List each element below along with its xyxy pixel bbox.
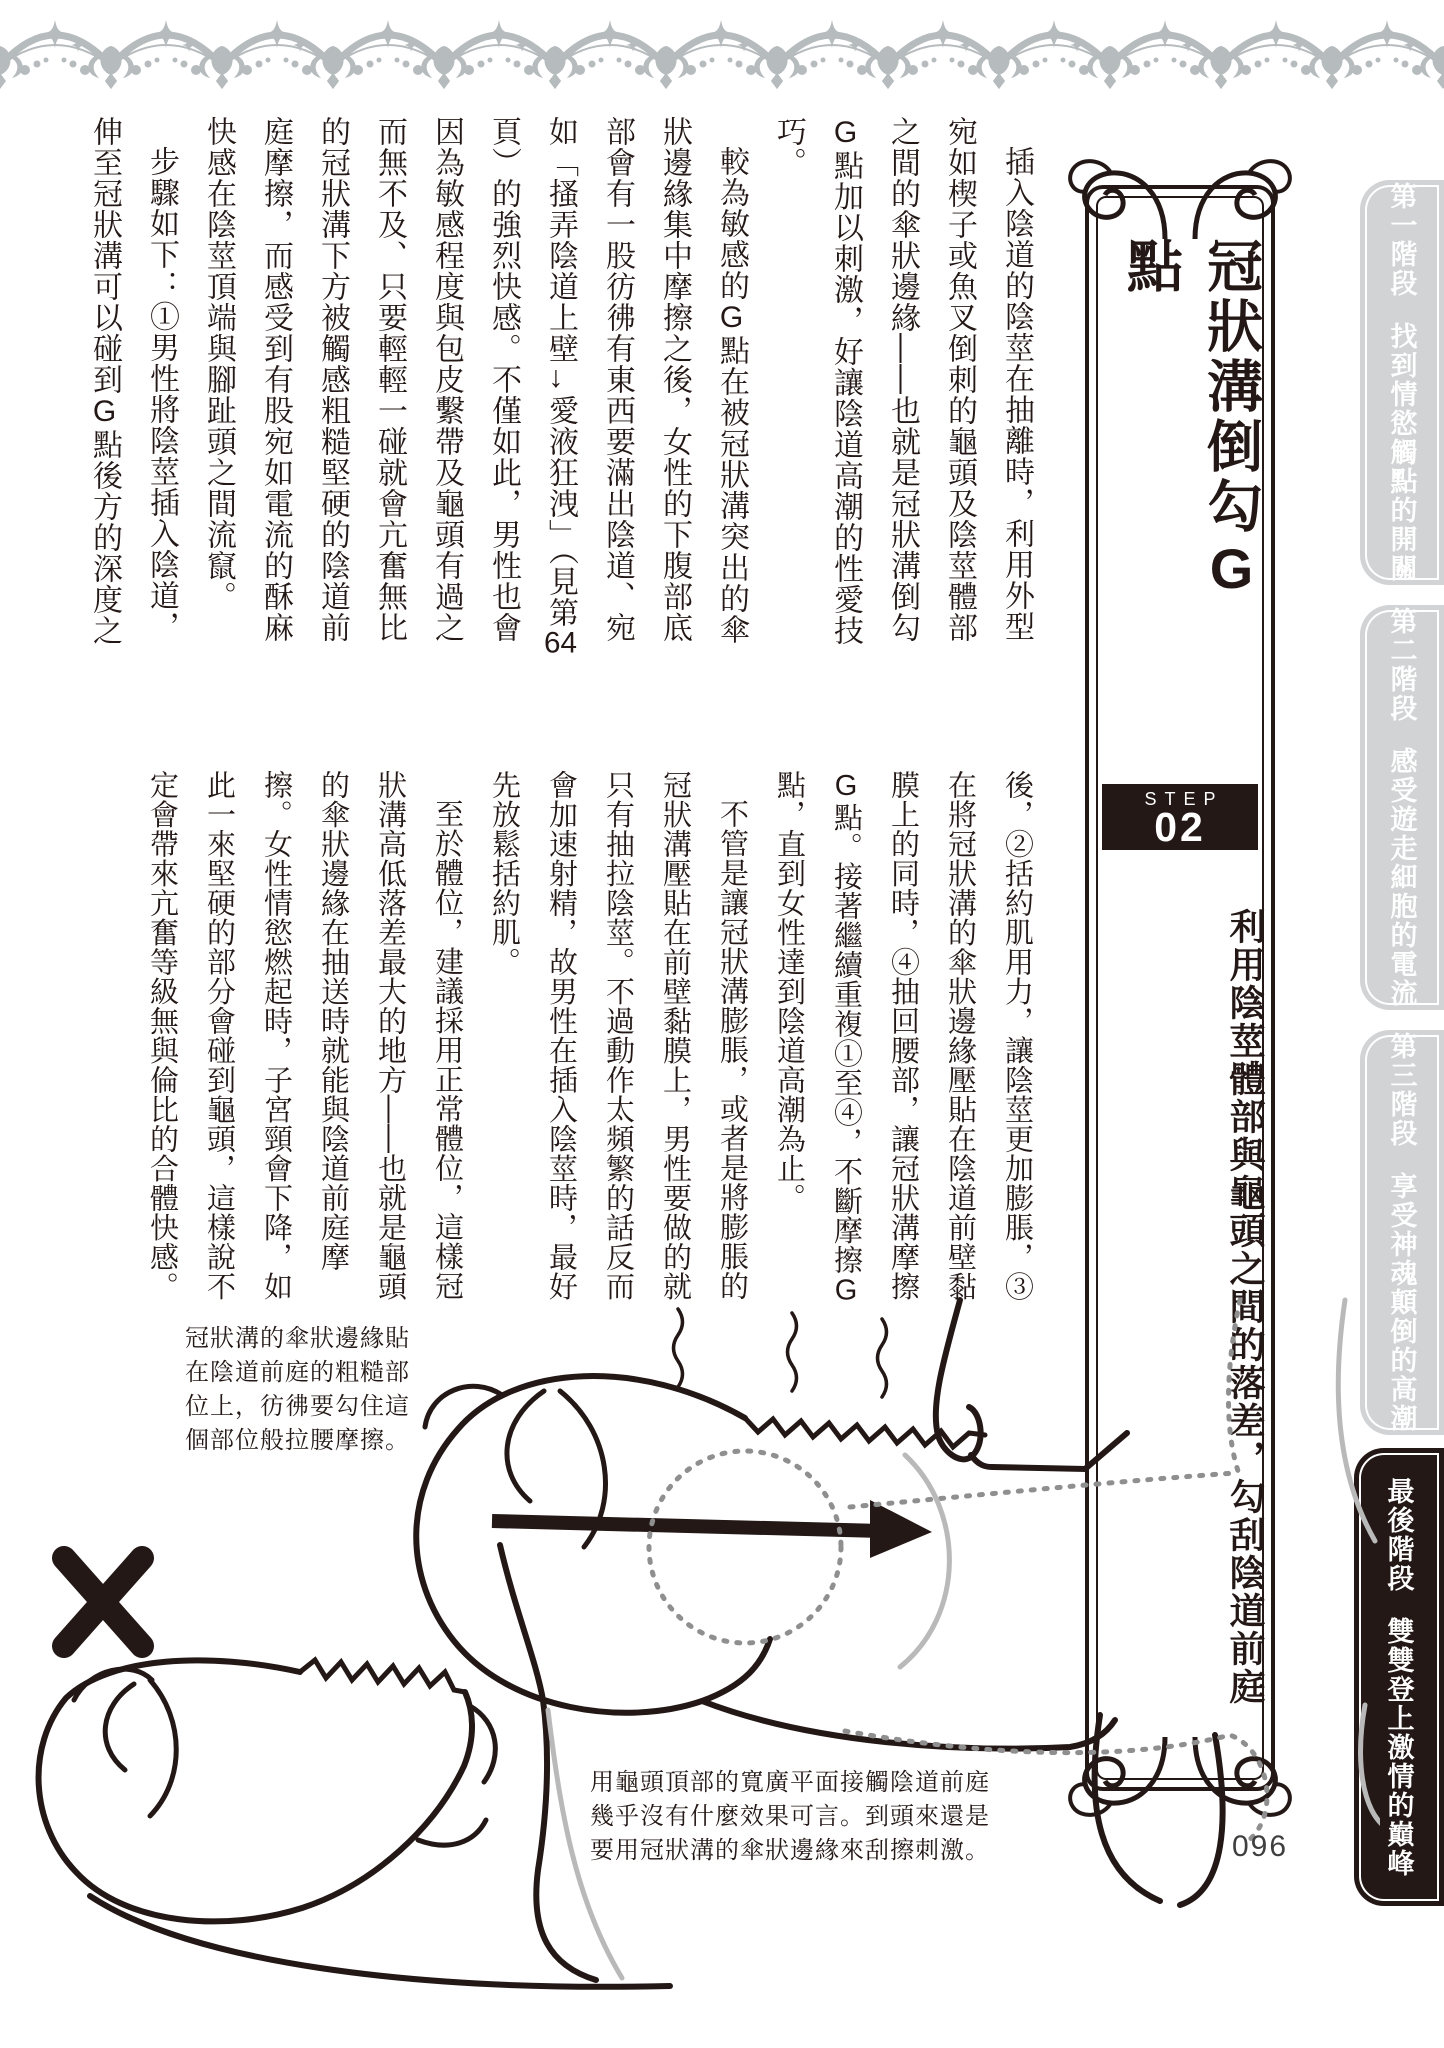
warning-caption: 用龜頭頂部的寬廣平面接觸陰道前庭幾乎沒有什麼效果可言。到頭來還是要用冠狀溝的傘狀邊緣來刮擦刺激。 xyxy=(590,1769,990,1865)
tab-stage: 第二階段 xyxy=(1386,607,1417,723)
step-label: STEP xyxy=(1144,789,1224,809)
zigzag-friction-line xyxy=(300,1660,465,1692)
chapter-title: 冠狀溝倒勾G點 xyxy=(1120,237,1263,604)
paragraph: 至於體位，建議採用正常體位，這樣冠狀溝高低落差最大的地方——也就是龜頭的傘狀邊緣在抽送時就能與陰道前庭摩擦。女性情慾燃起時，子宮頸會下降，如此一來堅硬的部分會碰到龜頭，這樣說不定會帶來亢奮等級無與倫比的合體快感。 xyxy=(146,770,463,1301)
tab-stage: 最後階段 xyxy=(1383,1476,1414,1593)
paragraph: 後，②括約肌用力，讓陰莖更加膨脹，③在將冠狀溝的傘狀邊緣壓貼在陰道前壁黏膜上的同時，④抽回腰部，讓冠狀溝摩擦G點。接著繼續重複①至④，不斷摩擦G點，直到女性達到陰道高潮為止。 xyxy=(773,770,1033,1307)
zigzag-friction-line xyxy=(745,1418,985,1447)
tab-stage: 第三階段 xyxy=(1386,1032,1417,1148)
previous-position-dashed xyxy=(649,1300,1267,1841)
tab-label: 享受神魂顛倒的高潮 xyxy=(1386,1172,1417,1433)
cross-mark-icon xyxy=(64,1558,142,1646)
sidebar-tab-stage-1[interactable] xyxy=(1360,180,1444,585)
body-outline xyxy=(500,1545,596,1980)
sidebar-tab-stage-2[interactable] xyxy=(1360,605,1444,1010)
chapter-subtitle: 利用陰莖體部與龜頭之間的落差，勾刮陰道前庭 xyxy=(1225,908,1266,1706)
article-block-lower xyxy=(130,770,1045,1307)
step-badge xyxy=(1102,784,1258,850)
tab-label: 雙雙登上激情的巔峰 xyxy=(1383,1616,1414,1878)
article-block-upper xyxy=(88,116,1045,672)
tab-label: 感受遊走細胞的電流 xyxy=(1386,747,1417,1008)
corner-flourish-icon xyxy=(1059,157,1171,243)
step-number: 02 xyxy=(1154,804,1206,850)
vibration-lines xyxy=(674,1309,887,1397)
tab-label: 找到情慾觸點的開關 xyxy=(1386,322,1417,583)
page-number: 096 xyxy=(1232,1830,1289,1863)
paragraph: 不管是讓冠狀溝膨脹，或者是將膨脹的冠狀溝壓貼在前壁黏膜上，男性要做的就只有抽拉陰莖。不過動作太頻繁的話反而會加速射精，故男性在插入陰莖時，最好先放鬆括約肌。 xyxy=(488,770,748,1301)
paragraph: 步驟如下：①男性將陰莖插入陰道，伸至冠狀溝可以碰到G點後方的深度之 xyxy=(88,116,178,646)
glans-outline xyxy=(39,1660,472,1921)
tab-stage: 第一階段 xyxy=(1386,182,1417,298)
lace-border-ornament xyxy=(0,12,1444,90)
corner-flourish-icon xyxy=(1189,157,1301,243)
paragraph: 插入陰道的陰莖在抽離時，利用外型宛如楔子或魚叉倒刺的龜頭及陰莖體部之間的傘狀邊緣——也就是冠狀溝倒勾G點加以刺激，好讓陰道高潮的性愛技巧。 xyxy=(772,116,1033,646)
ghost-outline xyxy=(900,1300,1380,1833)
illustration-caption: 冠狀溝的傘狀邊緣貼在陰道前庭的粗糙部位上，彷彿要勾住這個部位般拉腰摩擦。 xyxy=(185,1325,410,1455)
paragraph: 較為敏感的G點在被冠狀溝突出的傘狀邊緣集中摩擦之後，女性的下腹部底部會有一股彷彿有東西要滿出陰道、宛如「搔弄陰道上壁→愛液狂洩」（見第64頁）的強烈快感。不僅如此，男性也會因為敏感程度與包皮繫帶及龜頭有過之而無不及、只要輕輕一碰就會亢奮無比的冠狀溝下方被觸感粗糙堅硬的陰道前庭摩擦，而感受到有股宛如電流的酥麻快感在陰莖頂端與腳趾頭之間流竄。 xyxy=(202,116,748,658)
